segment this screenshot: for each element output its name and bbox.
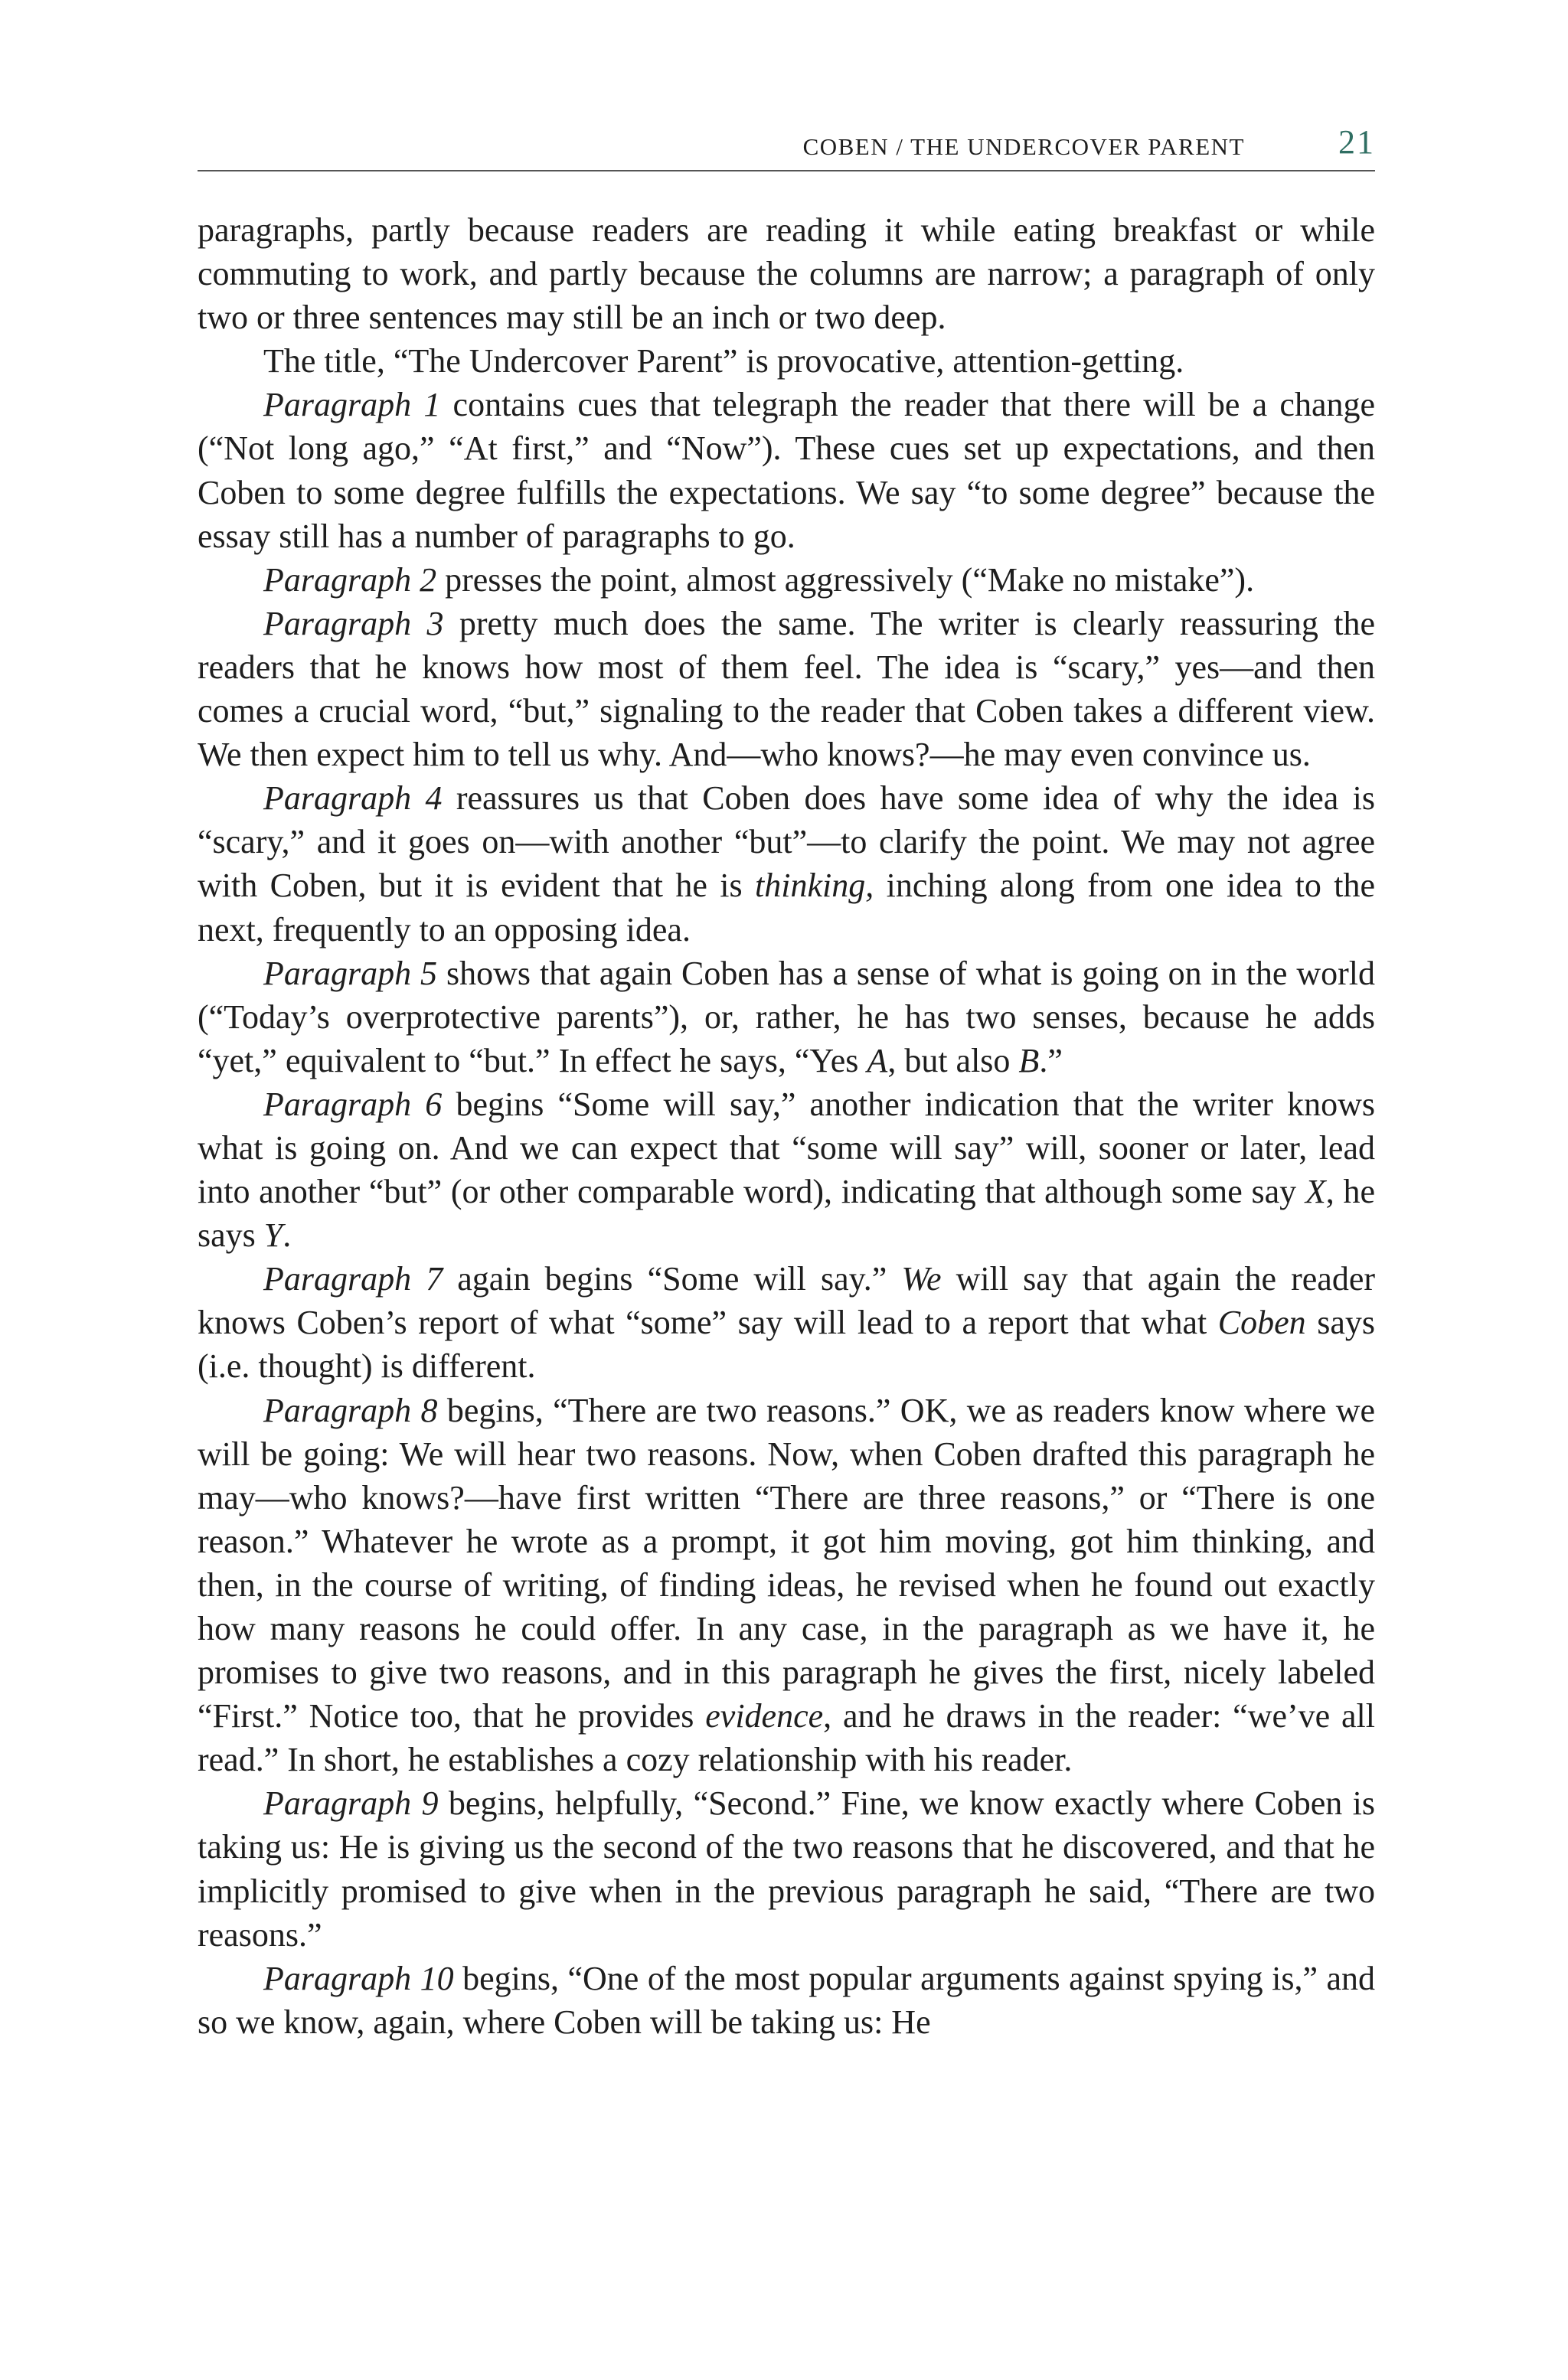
paragraph-text: will say that again the reader knows Coben’s report of what “some” say will lead to a report that what (198, 1260, 1375, 1342)
body-text (198, 208, 1375, 2044)
paragraph-text: pretty much does the same. The writer is clearly reassuring the readers that he knows how most of them feel. The idea is “scary,” yes—and then comes a crucial word, “but,” signaling to the reader that Coben takes a different view. We then expect him to tell us why. And—who knows?—he may even convince us. (198, 604, 1376, 774)
paragraph (198, 383, 1375, 557)
italic-text: Paragraph 6 (263, 1085, 443, 1123)
italic-text: Paragraph 3 (263, 604, 444, 642)
paragraph-text: begins, “There are two reasons.” OK, we as readers know where we will be going: We will hear two reasons. Now, when Coben drafted this paragraph he may—who knows?—have first written “There are three reasons,” or “There is one reason.” Whatever he wrote as a prompt, it got him moving, got him thinking, and then, in the course of writing, of finding ideas, he revised when he found out exactly how many reasons he could offer. In any case, in the paragraph as we have it, he promises to give two reasons, and in this paragraph he gives the first, nicely labeled “First.” Notice too, that he provides (198, 1391, 1376, 1735)
paragraph (198, 339, 1375, 383)
italic-text: A (867, 1041, 888, 1079)
paragraph-text: contains cues that telegraph the reader that there will be a change (“Not long ago,” “At first,” and “Now”). These cues set up expectations, and then Coben to some degree fulfills the expectations. We say “to some degree” because the essay still has a number of paragraphs to go. (198, 386, 1376, 555)
italic-text: Y (263, 1216, 283, 1255)
italic-text: Paragraph 4 (263, 779, 443, 818)
paragraph-text: . (283, 1216, 292, 1255)
paragraph-text: , but also (887, 1041, 1019, 1079)
paragraph-text: paragraphs, partly because readers are reading it while eating breakfast or while commuting to work, and partly because the columns are narrow; a paragraph of only two or three sentences may still be an inch or two deep. (198, 211, 1375, 337)
italic-text: We (901, 1260, 942, 1298)
paragraph-text: shows that again Coben has a sense of what is going on in the world (“Today’s overprotective parents”), or, rather, he has two senses, because he adds “yet,” equivalent to “but.” In effect he says, “Yes (198, 954, 1376, 1079)
paragraph (198, 1257, 1375, 1388)
page-number: 21 (1338, 123, 1375, 161)
paragraph (198, 1389, 1375, 1782)
paragraph (198, 1082, 1375, 1257)
paragraph-text: begins “Some will say,” another indication that the writer knows what is going on. And we can expect that “some will say” will, sooner or later, lead into another “but” (or other comparable word), indicating that although some say (198, 1085, 1375, 1211)
italic-text: Paragraph 5 (263, 954, 438, 992)
italic-text: Paragraph 8 (263, 1391, 438, 1429)
paragraph-text: begins, helpfully, “Second.” Fine, we know exactly where Coben is taking us: He is giving us the second of the two reasons that he discovered, and that he implicitly promised to give when in the previous paragraph he said, “There are two reasons.” (198, 1784, 1376, 1954)
paragraph-text: again begins “Some will say.” (443, 1260, 902, 1298)
book-page (198, 0, 1375, 2380)
paragraph (198, 602, 1375, 776)
paragraph-text: reassures us that Coben does have some idea of why the idea is “scary,” and it goes on—with another “but”—to clarify the point. We may not agree with Coben, but it is evident that he is (198, 779, 1375, 905)
italic-text: Paragraph 7 (263, 1260, 443, 1298)
italic-text: B (1018, 1041, 1040, 1079)
paragraph (198, 208, 1375, 339)
running-head (198, 122, 1375, 171)
italic-text: Paragraph 10 (263, 1959, 454, 1997)
italic-text: thinking, (755, 867, 874, 905)
paragraph-text: says (i.e. thought) is different. (198, 1304, 1375, 1386)
italic-text: Coben (1217, 1304, 1306, 1342)
italic-text: X (1305, 1173, 1326, 1211)
paragraph-text: begins, “One of the most popular arguments against spying is,” and so we know, again, where Coben will be taking us: He (198, 1959, 1376, 2041)
running-title: COBEN / THE UNDERCOVER PARENT (802, 133, 1245, 160)
paragraph-text: inching along from one idea to the next, frequently to an opposing idea. (198, 867, 1375, 948)
italic-text: Paragraph 9 (263, 1784, 439, 1823)
paragraph-text: .” (1039, 1041, 1063, 1079)
italic-text: Paragraph 1 (263, 386, 441, 424)
italic-text: Paragraph 2 (263, 560, 437, 599)
paragraph (198, 1957, 1375, 2044)
paragraph-text: , and he draws in the reader: “we’ve all read.” In short, he establishes a cozy relationship with his reader. (198, 1697, 1375, 1779)
paragraph (198, 776, 1375, 951)
paragraph (198, 952, 1375, 1082)
paragraph (198, 1781, 1375, 1956)
paragraph-text: The title, “The Undercover Parent” is provocative, attention-getting. (263, 342, 1184, 380)
paragraph-text: , he says (198, 1173, 1376, 1255)
paragraph-text: presses the point, almost aggressively (“Make no mistake”). (436, 560, 1255, 599)
italic-text: evidence (705, 1697, 824, 1735)
paragraph (198, 558, 1375, 602)
